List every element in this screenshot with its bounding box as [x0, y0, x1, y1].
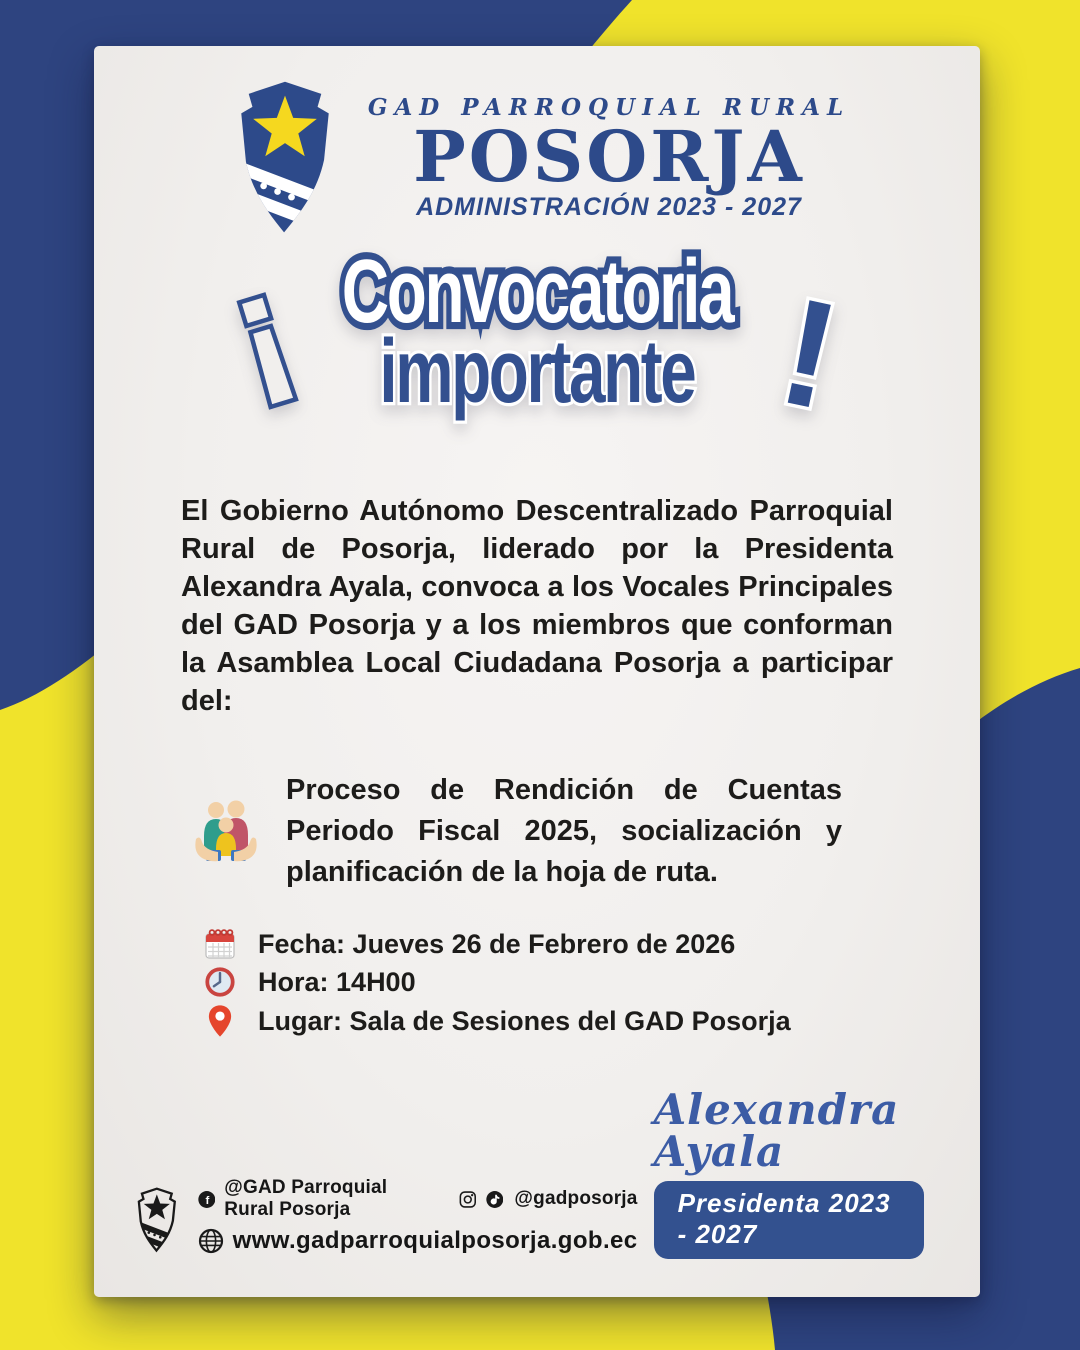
calendar-icon: [203, 927, 237, 961]
website-url: www.gadparroquialposorja.gob.ec: [232, 1227, 638, 1254]
signature-name: Alexandra Ayala: [653, 1085, 900, 1176]
logo-administration: ADMINISTRACIÓN 2023 - 2027: [416, 192, 802, 221]
exclamation-mark: ! !: [769, 274, 850, 433]
clock-icon: [204, 966, 236, 998]
title-line-2: importante importante: [380, 331, 695, 414]
tiktok-icon: [486, 1187, 504, 1212]
globe-icon: [198, 1228, 224, 1254]
facebook-icon: [198, 1187, 216, 1212]
body-paragraph: El Gobierno Autónomo Descentralizado Parroquial Rural de Posorja, liderado por la Presidenta Alexandra Ayala, convoca a los Vocales Principales del GAD Posorja y a los miembros que conforman la Asamblea Local Ciudadana Posorja a participar del:: [181, 495, 893, 717]
svg-text:f: f: [205, 1194, 210, 1207]
logo-name: POSORJA: [413, 115, 805, 199]
footer: [94, 1085, 980, 1259]
location-pin-icon: [206, 1003, 234, 1039]
event-details: [202, 927, 980, 1043]
detail-row-date: Fecha: Jueves 26 de Febrero de 2026: [202, 927, 980, 961]
highlight-text: Proceso de Rendición de Cuentas Periodo Fiscal 2025, socialización y planificación de la hoja de ruta.: [286, 774, 842, 888]
header-logo: [94, 78, 980, 238]
social-links: [198, 1177, 638, 1259]
detail-row-time: Hora: 14H00: [202, 965, 980, 999]
highlight-block: [194, 770, 844, 893]
footer-shield-logo-icon: [132, 1181, 182, 1259]
instagram-icon: [459, 1187, 477, 1212]
posorja-shield-logo-icon: [224, 78, 346, 238]
logo-org-line: GAD PARROQUIAL RURAL: [367, 94, 851, 122]
facebook-handle: @GAD Parroquial Rural Posorja: [224, 1177, 388, 1220]
president-term-badge: Presidenta 2023 - 2027: [654, 1181, 924, 1259]
signature-block: [653, 1085, 930, 1259]
social-handle: @gadposorja: [514, 1188, 638, 1209]
detail-row-place: Lugar: Sala de Sesiones del GAD Posorja: [202, 1003, 980, 1039]
inverted-exclamation-mark: ¡ ¡: [214, 248, 307, 408]
family-in-hands-icon: [194, 798, 258, 866]
announcement-card: [94, 46, 980, 1297]
page-title: [211, 239, 857, 452]
title-line-1: Convocatoria Convocatoria: [342, 250, 732, 333]
